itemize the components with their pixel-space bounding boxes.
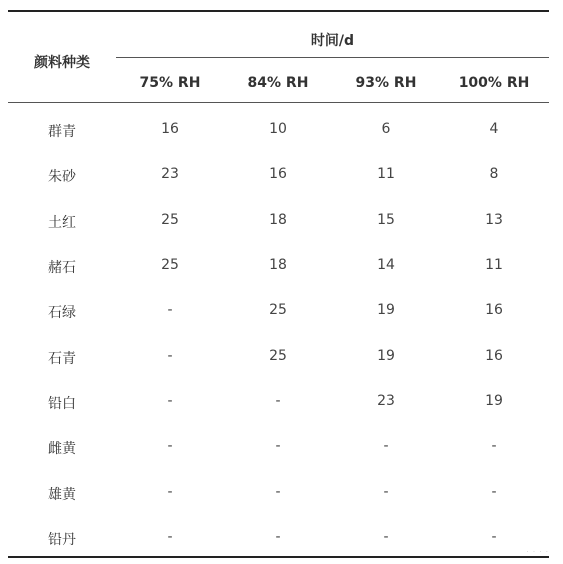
column-header: 84% RH xyxy=(247,75,309,91)
table-cell: - xyxy=(383,438,389,454)
table-cell: - xyxy=(167,484,173,500)
row-label: 雌黄 xyxy=(48,441,76,457)
table-cell: 16 xyxy=(269,166,287,182)
table-cell: - xyxy=(383,529,389,545)
table-cell: 11 xyxy=(377,166,395,182)
row-label: 雄黄 xyxy=(48,487,76,503)
header-bottom-rule xyxy=(8,102,549,103)
group-header-label: 时间/d xyxy=(310,33,355,49)
table-cell: - xyxy=(275,484,281,500)
table-cell: 4 xyxy=(489,121,499,137)
row-label: 朱砂 xyxy=(48,169,76,185)
row-label: 赭石 xyxy=(48,260,76,276)
table-cell: 19 xyxy=(377,302,395,318)
table-cell: 19 xyxy=(485,393,503,409)
group-header-rule xyxy=(116,57,549,58)
table-cell: 19 xyxy=(377,348,395,364)
table-cell: 25 xyxy=(161,212,179,228)
table-cell: - xyxy=(167,348,173,364)
table-cell: - xyxy=(275,529,281,545)
table-cell: - xyxy=(167,302,173,318)
table-cell: 25 xyxy=(269,348,287,364)
table-cell: - xyxy=(383,484,389,500)
table-bottom-rule xyxy=(8,556,549,558)
row-label: 石青 xyxy=(48,351,76,367)
table-cell: - xyxy=(491,529,497,545)
table-cell: 25 xyxy=(161,257,179,273)
table-cell: 16 xyxy=(485,348,503,364)
table-cell: 8 xyxy=(489,166,499,182)
row-label: 群青 xyxy=(48,124,76,140)
table-cell: 11 xyxy=(485,257,503,273)
table-cell: - xyxy=(491,438,497,454)
row-label: 石绿 xyxy=(48,305,76,321)
table-cell: - xyxy=(167,438,173,454)
column-header: 93% RH xyxy=(355,75,417,91)
table-top-rule xyxy=(8,10,549,12)
table-cell: 16 xyxy=(161,121,179,137)
table-cell: - xyxy=(491,484,497,500)
table-cell: 10 xyxy=(269,121,287,137)
watermark-decoration: · · · · xyxy=(526,548,549,556)
table-cell: 15 xyxy=(377,212,395,228)
table-cell: 13 xyxy=(485,212,503,228)
table-cell: 16 xyxy=(485,302,503,318)
row-label: 铅白 xyxy=(48,396,76,412)
table-cell: 14 xyxy=(377,257,395,273)
table-cell: - xyxy=(167,529,173,545)
row-header-label: 颜料种类 xyxy=(34,55,90,71)
table-cell: - xyxy=(275,393,281,409)
column-header: 75% RH xyxy=(139,75,201,91)
table-cell: - xyxy=(275,438,281,454)
table-cell: 18 xyxy=(269,257,287,273)
column-header: 100% RH xyxy=(458,75,530,91)
row-label: 土红 xyxy=(48,215,76,231)
row-label: 铅丹 xyxy=(48,532,76,548)
table-cell: 25 xyxy=(269,302,287,318)
table-cell: 23 xyxy=(377,393,395,409)
table-cell: 23 xyxy=(161,166,179,182)
table-cell: 6 xyxy=(381,121,391,137)
table-cell: - xyxy=(167,393,173,409)
table-cell: 18 xyxy=(269,212,287,228)
